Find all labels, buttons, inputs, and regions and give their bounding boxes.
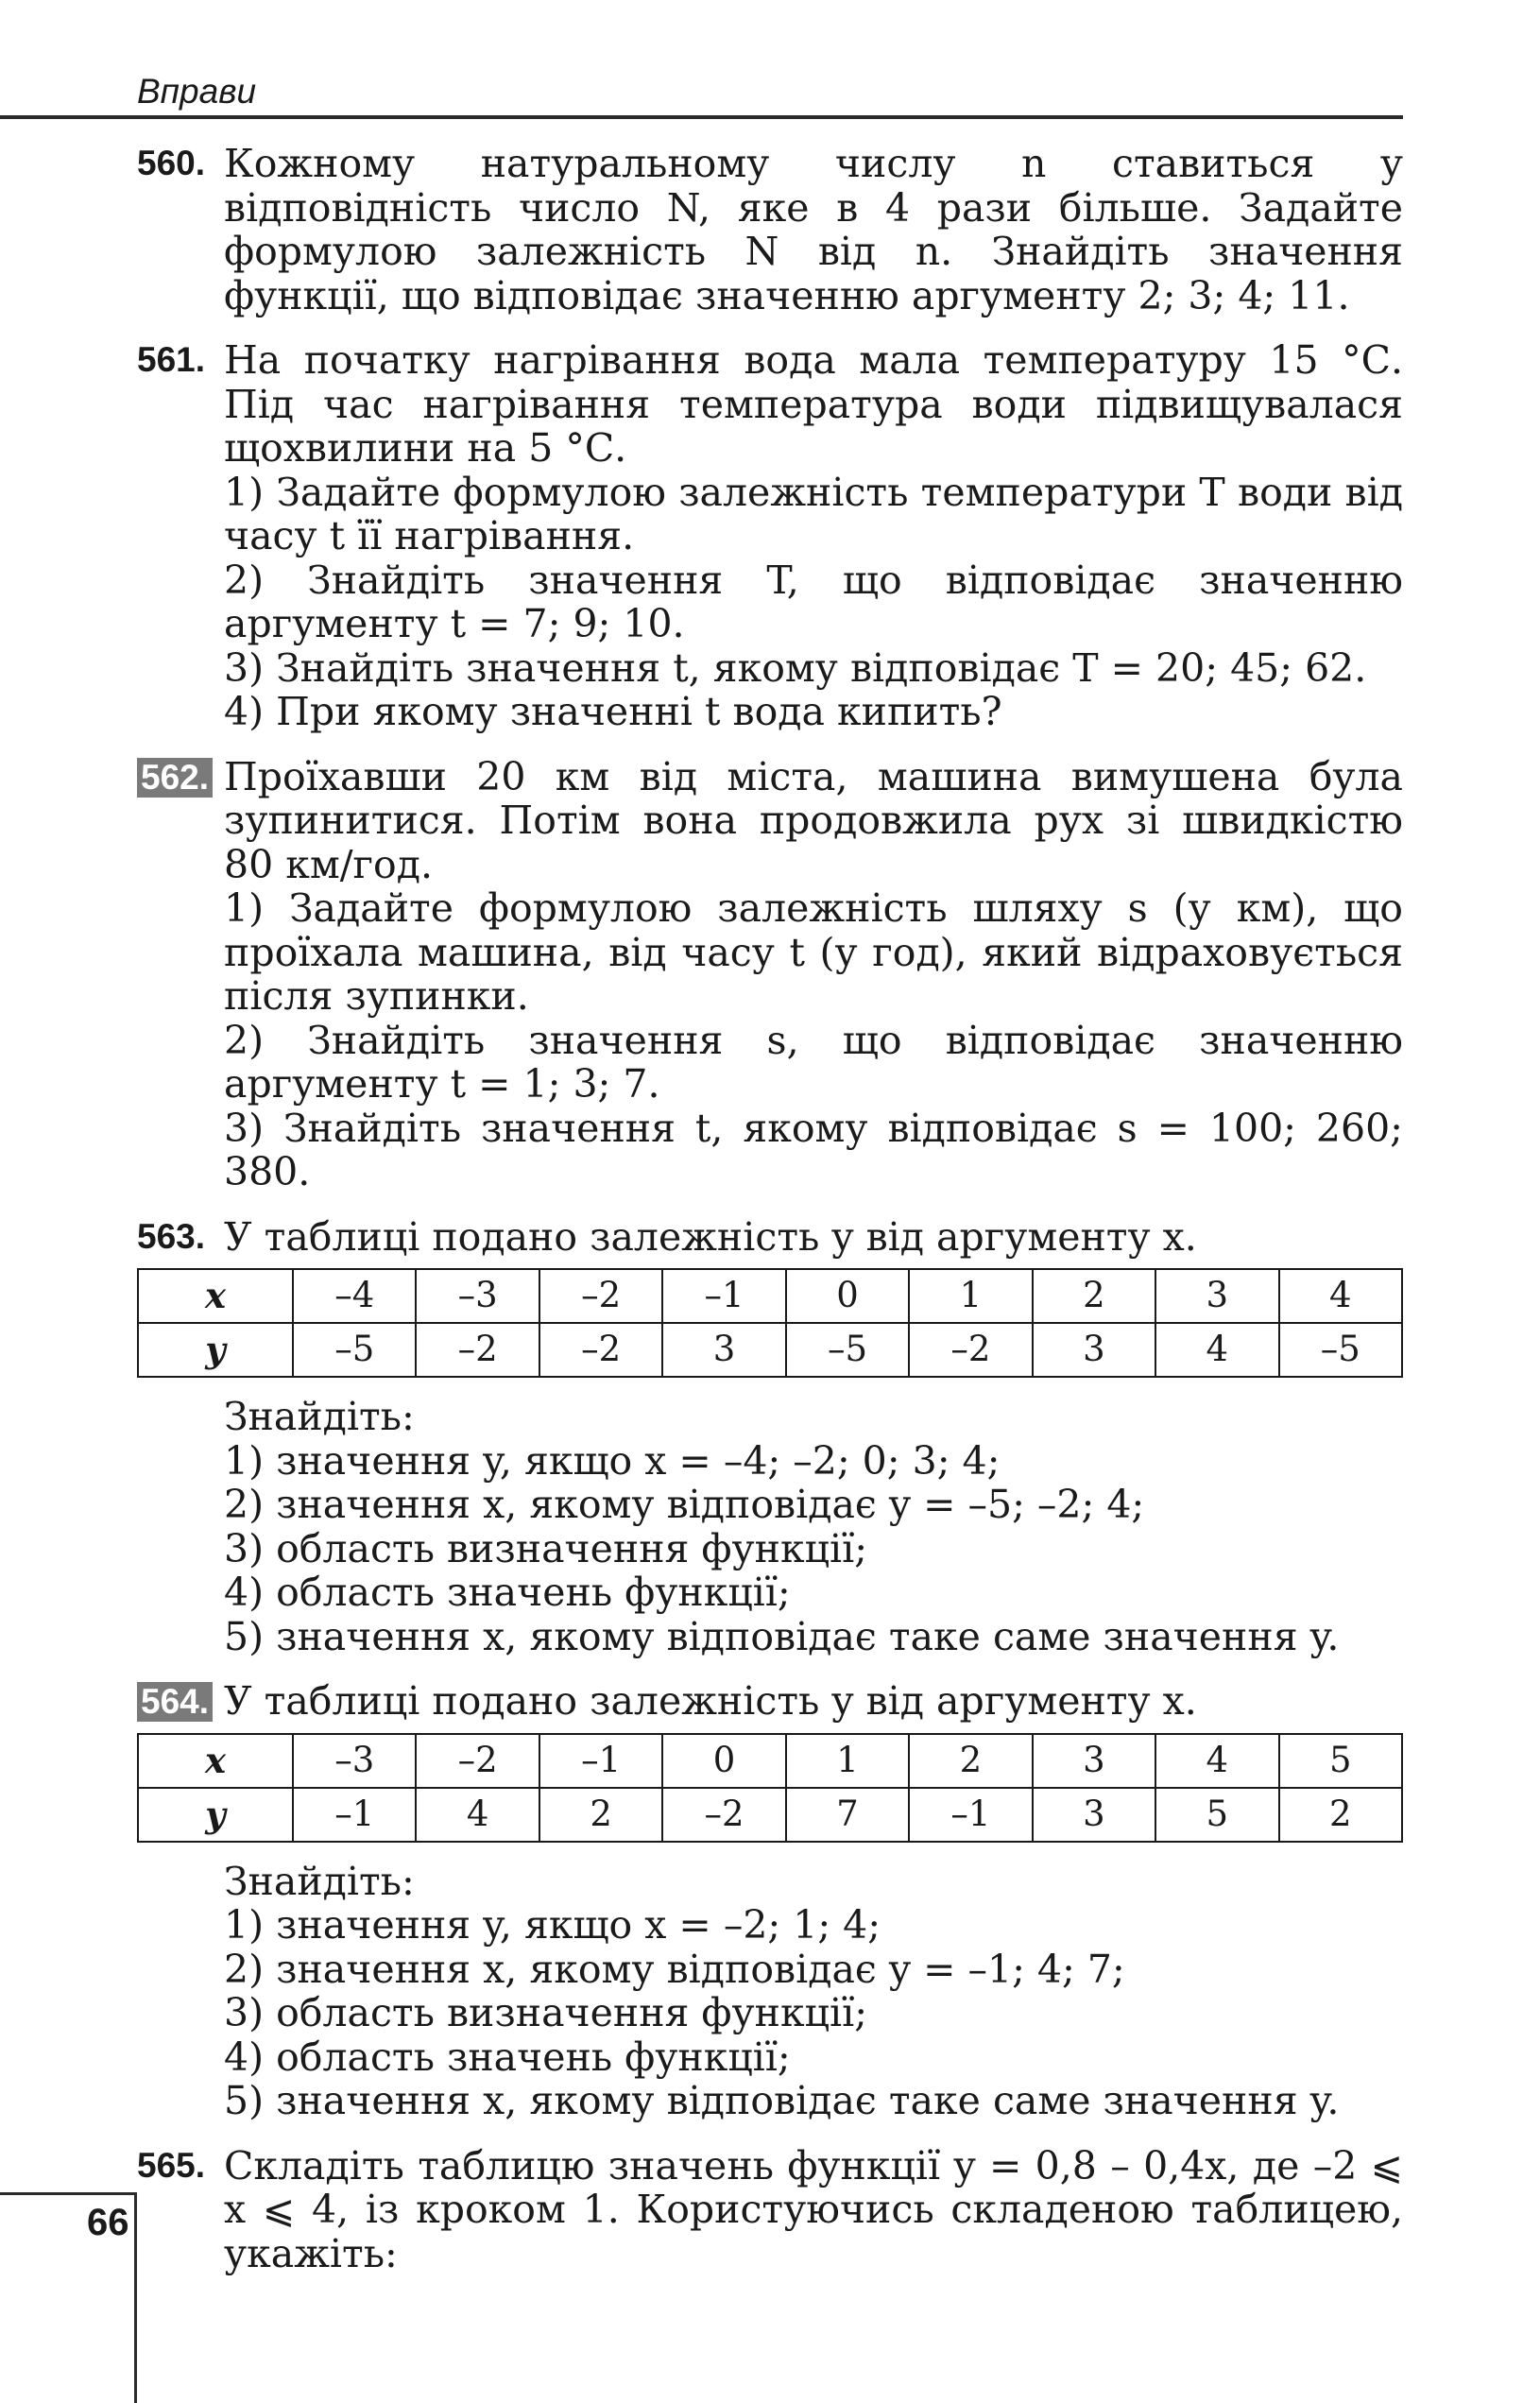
task-item: 1) значення y, якщо x = –4; –2; 0; 3; 4; bbox=[224, 1437, 1001, 1484]
table-cell: 3 bbox=[1033, 1788, 1155, 1842]
values-table-563 bbox=[137, 1268, 1403, 1378]
table-cell: –2 bbox=[416, 1734, 539, 1788]
table-cell: –5 bbox=[293, 1323, 416, 1377]
table-header-cell: x bbox=[138, 1734, 293, 1788]
exercise-565 bbox=[137, 2144, 1403, 2276]
table-cell: –2 bbox=[909, 1323, 1032, 1377]
section-title: Вправи bbox=[137, 72, 257, 111]
table-cell: –2 bbox=[416, 1323, 539, 1377]
task-item: 4) При якому значенні t вода кипить? bbox=[224, 689, 1002, 734]
values-table-564 bbox=[137, 1733, 1403, 1843]
table-cell: 4 bbox=[416, 1788, 539, 1842]
table-cell: –5 bbox=[1279, 1323, 1403, 1377]
table-cell: 3 bbox=[1033, 1323, 1155, 1377]
exercise-text: У таблиці подано залежність y від аргументу x. bbox=[224, 1678, 1197, 1724]
table-cell: –2 bbox=[662, 1788, 785, 1842]
table-cell: 4 bbox=[1155, 1734, 1278, 1788]
exercise-number: 560. bbox=[137, 144, 206, 182]
page-header bbox=[0, 66, 1403, 119]
task-item: 5) значення x, якому відповідає таке саме значення y. bbox=[224, 2078, 1340, 2123]
table-cell: 4 bbox=[1155, 1323, 1278, 1377]
task-item: 1) Задайте формулою залежність температури T води від часу t її нагрівання. bbox=[224, 469, 1403, 558]
table-cell: –3 bbox=[293, 1734, 416, 1788]
table-cell: 5 bbox=[1279, 1734, 1403, 1788]
table-cell: 3 bbox=[1155, 1269, 1278, 1323]
table-cell: –1 bbox=[539, 1734, 662, 1788]
table-cell: 1 bbox=[786, 1734, 909, 1788]
table-row-x bbox=[138, 1269, 1402, 1323]
table-cell: 3 bbox=[662, 1323, 785, 1377]
table-cell: –3 bbox=[416, 1269, 539, 1323]
task-item: 1) Задайте формулою залежність шляху s (у км), що проїхала машина, від часу t (у год), який відраховується після зупинки. bbox=[224, 885, 1403, 1019]
table-cell: 1 bbox=[909, 1269, 1032, 1323]
exercise-560 bbox=[137, 142, 1403, 318]
table-cell: –4 bbox=[293, 1269, 416, 1323]
exercise-561 bbox=[137, 338, 1403, 734]
table-cell: –2 bbox=[539, 1269, 662, 1323]
table-cell: –5 bbox=[786, 1323, 909, 1377]
exercise-text: У таблиці подано залежність y від аргументу x. bbox=[224, 1213, 1197, 1260]
exercise-number: 561. bbox=[137, 340, 206, 379]
exercise-563 bbox=[137, 1215, 1403, 1260]
exercise-number: 565. bbox=[137, 2145, 206, 2185]
task-item: 2) Знайдіть значення T, що відповідає значенню аргументу t = 7; 9; 10. bbox=[224, 557, 1403, 646]
task-item: 2) значення x, якому відповідає y = –1; 4; 7; bbox=[224, 1946, 1125, 1992]
exercise-number: 563. bbox=[137, 1216, 206, 1256]
exercise-text: На початку нагрівання вода мала температуру 15 °С. Під час нагрівання температура води підвищувалася щохвилини на 5 °С. bbox=[224, 337, 1403, 471]
table-cell: 4 bbox=[1279, 1269, 1403, 1323]
exercise-number-highlighted: 562. bbox=[137, 758, 213, 798]
exercise-564 bbox=[137, 1679, 1403, 1724]
task-item: 1) значення y, якщо x = –2; 1; 4; bbox=[224, 1902, 881, 1948]
table-row-y bbox=[138, 1323, 1402, 1377]
exercise-563-tasks bbox=[137, 1395, 1403, 1658]
table-cell: 7 bbox=[786, 1788, 909, 1842]
table-cell: 2 bbox=[1279, 1788, 1403, 1842]
exercise-562 bbox=[137, 755, 1403, 1194]
task-item: 2) значення x, якому відповідає y = –5; –2; 4; bbox=[224, 1482, 1145, 1527]
exercise-text: Проїхавши 20 км від міста, машина вимушена була зупинитися. Потім вона продовжила рух зі швидкістю 80 км/год. bbox=[224, 753, 1403, 887]
exercise-text: Складіть таблицю значень функції y = 0,8 – 0,4x, де –2 ⩽ x ⩽ 4, із кроком 1. Користуючись складеною таблицею, укажіть: bbox=[224, 2142, 1403, 2276]
table-cell: 2 bbox=[539, 1788, 662, 1842]
table-cell: –2 bbox=[539, 1323, 662, 1377]
task-item: 5) значення x, якому відповідає таке саме значення y. bbox=[224, 1613, 1340, 1659]
exercise-text: Кожному натуральному числу n ставиться у відповідність число N, яке в 4 рази більше. Задайте формулою залежність N від n. Знайдіть значення функції, що відповідає значенню аргументу 2; 3; 4; 11. bbox=[224, 141, 1403, 318]
task-item: 3) область визначення функції; bbox=[224, 1990, 868, 2035]
find-label: Знайдіть: bbox=[224, 1858, 415, 1904]
task-item: 2) Знайдіть значення s, що відповідає значенню аргументу t = 1; 3; 7. bbox=[224, 1017, 1403, 1107]
table-header-cell: y bbox=[138, 1323, 293, 1377]
table-cell: 2 bbox=[909, 1734, 1032, 1788]
task-item: 4) область значень функції; bbox=[224, 2034, 791, 2080]
exercises-content bbox=[137, 142, 1403, 2296]
exercise-564-tasks bbox=[137, 1860, 1403, 2123]
table-cell: 0 bbox=[662, 1734, 785, 1788]
table-cell: 3 bbox=[1033, 1734, 1155, 1788]
table-row-y bbox=[138, 1788, 1402, 1842]
table-cell: –1 bbox=[909, 1788, 1032, 1842]
task-item: 3) область визначення функції; bbox=[224, 1525, 868, 1571]
table-row-x bbox=[138, 1734, 1402, 1788]
task-item: 3) Знайдіть значення t, якому відповідає T = 20; 45; 62. bbox=[224, 644, 1367, 691]
exercise-number-highlighted: 564. bbox=[137, 1682, 213, 1722]
table-header-cell: y bbox=[138, 1788, 293, 1842]
table-cell: 5 bbox=[1155, 1788, 1278, 1842]
table-header-cell: x bbox=[138, 1269, 293, 1323]
find-label: Знайдіть: bbox=[224, 1394, 415, 1439]
table-cell: 0 bbox=[786, 1269, 909, 1323]
table-cell: –1 bbox=[293, 1788, 416, 1842]
task-item: 4) область значень функції; bbox=[224, 1570, 791, 1615]
page-number: 66 bbox=[87, 2202, 129, 2243]
table-cell: –1 bbox=[662, 1269, 785, 1323]
table-cell: 2 bbox=[1033, 1269, 1155, 1323]
task-item: 3) Знайдіть значення t, якому відповідає s = 100; 260; 380. bbox=[224, 1105, 1403, 1194]
